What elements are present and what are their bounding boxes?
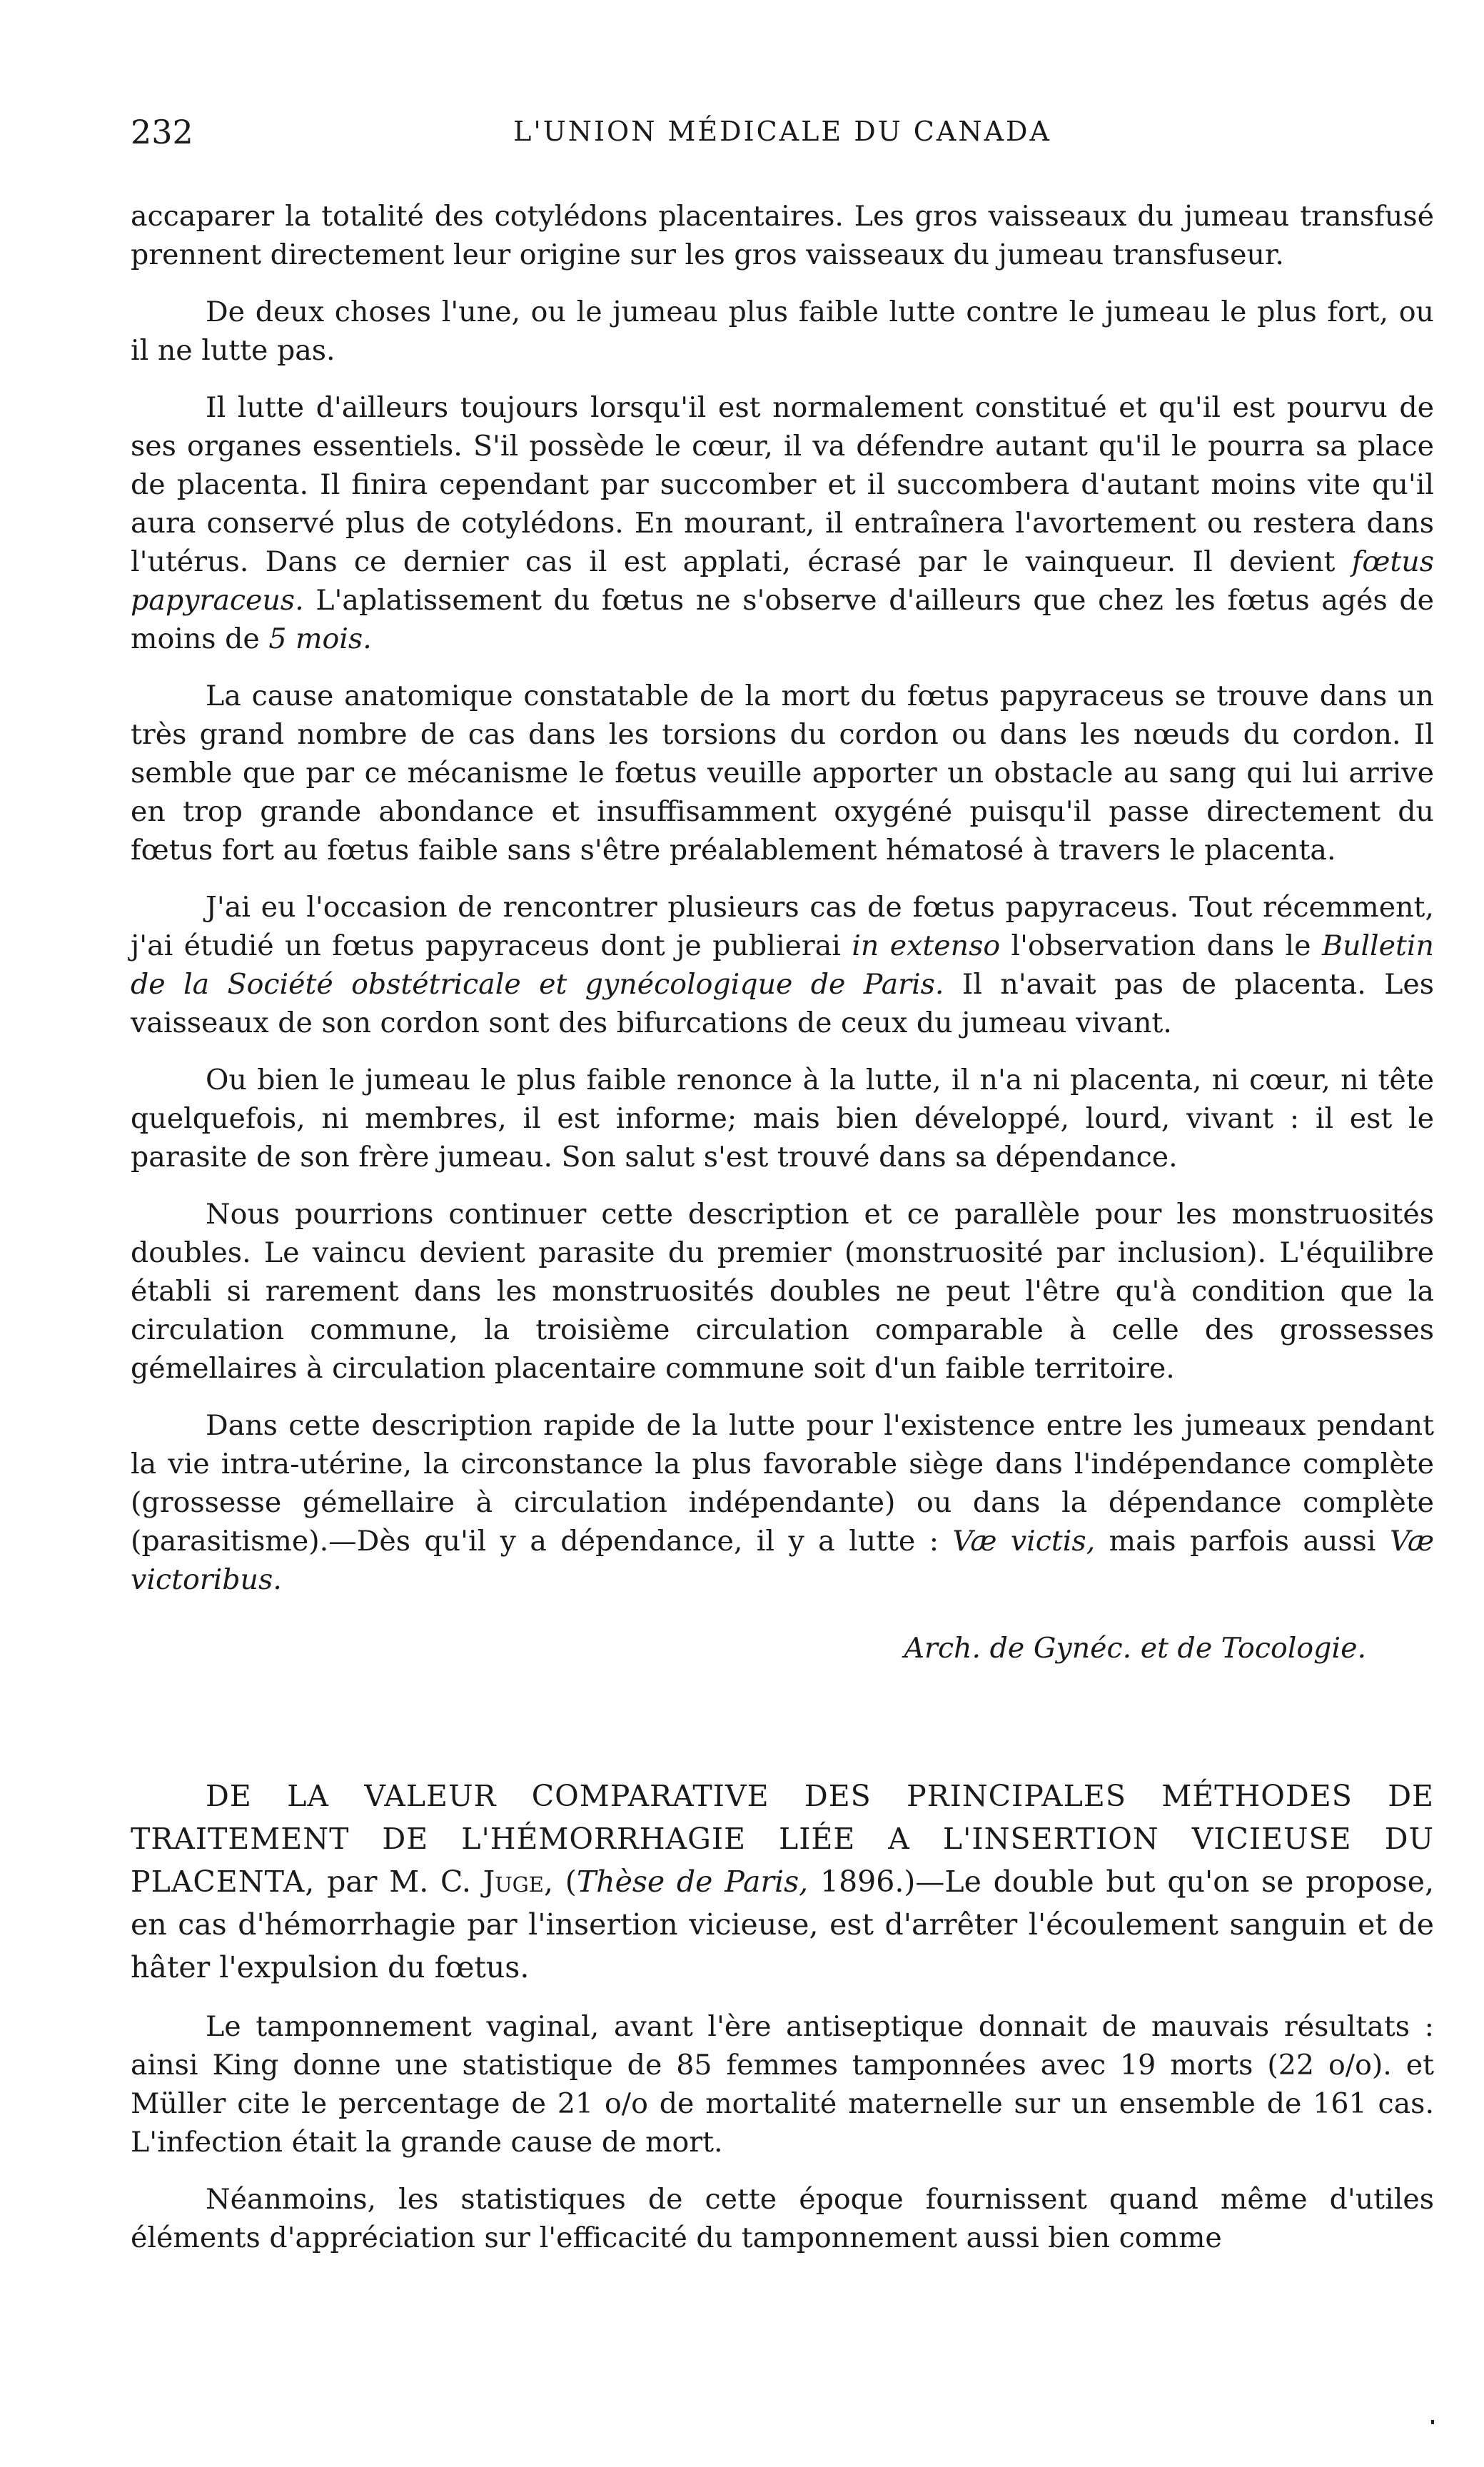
article-author: Juge, [483, 1865, 554, 1899]
source-citation: Arch. de Gynéc. et de Tocologie. [904, 1632, 1366, 1665]
paragraph-6: Ou bien le jumeau le plus faible renonce à la lutte, il n'a ni placenta, ni cœur, ni tête quelquefois, ni membres, il est informe; mais bien développé, lourd, vivant : il est le parasite de son frère jumeau. Son salut s'est trouvé dans sa dépendance. [131, 1064, 1434, 1174]
paragraph-3 [131, 388, 1434, 658]
running-title: L'UNION MÉDICALE DU CANADA [513, 116, 1051, 147]
paragraph-3-italic-1: fœtus papyraceus. [131, 545, 1434, 617]
margin-mark [1431, 2420, 1434, 2424]
body-text [131, 197, 1434, 2276]
paragraph-5-text-c: Il n'avait pas de placenta. Les vaisseaux de son cordon sont des bifurcations de ceux du jumeau vivant. [131, 968, 1434, 1039]
article-title-caps: DE LA VALEUR COMPARATIVE DES PRINCIPALES MÉTHODES DE TRAITEMENT DE L'HÉMORRHAGIE LIÉE A L'INSERTION VICIEUSE DU PLACENTA, [131, 1779, 1434, 1899]
article-thesis-year: 1896.) [808, 1865, 916, 1899]
paragraph-5-text-a: J'ai eu l'occasion de rencontrer plusieurs cas de fœtus papyraceus. Tout récemment, j'ai étudié un fœtus papyraceus dont je publierai [131, 891, 1434, 962]
article-thesis: Thèse de Paris, [576, 1865, 809, 1899]
paragraph-7: Nous pourrions continuer cette description et ce parallèle pour les monstruosités doubles. Le vaincu devient parasite du premier (monstruosité par inclusion). L'équilibre établi si rarement dans les monstruosités doubles ne peut l'être qu'à condition que la circulation commune, la troisième circulation comparable à celle des grossesses gémellaires à circulation placentaire commune soit d'un faible territoire. [131, 1198, 1434, 1385]
paragraph-5-text-b: l'observation dans le [1000, 929, 1322, 962]
article-title [131, 1775, 1434, 1989]
paragraph-3-text-b: L'aplatissement du fœtus ne s'observe d'ailleurs que chez les fœtus agés de moins de [131, 584, 1434, 655]
paragraph-9: Le tamponnement vaginal, avant l'ère antiseptique donnait de mauvais résultats : ainsi King donne une statistique de 85 femmes tamponnées avec 19 morts (22 o/o). et Müller cite le percentage de 21 o/o de mortalité maternelle sur un ensemble de 161 cas. L'infection était la grande cause de mort. [131, 2010, 1434, 2159]
paragraph-3-text-a: Il lutte d'ailleurs toujours lorsqu'il est normalement constitué et qu'il est pourvu de ses organes essentiels. S'il possède le cœur, il va défendre autant qu'il le pourra sa place de placenta. Il finira cependant par succomber et il succombera d'autant moins vite qu'il aura conservé plus de cotylédons. En mourant, il entraînera l'avortement ou restera dans l'utérus. Dans ce dernier cas il est applati, écrasé par le vainqueur. Il devient [131, 391, 1434, 578]
paragraph-10: Néanmoins, les statistiques de cette époque fournissent quand même d'utiles éléments d'appréciation sur l'efficacité du tamponnement aussi bien comme [131, 2183, 1434, 2254]
paragraph-5-italic-1: in extenso [852, 929, 1001, 962]
page-header [131, 113, 1434, 156]
paragraph-4: La cause anatomique constatable de la mort du fœtus papyraceus se trouve dans un très grand nombre de cas dans les torsions du cordon ou dans les nœuds du cordon. Il semble que par ce mécanisme le fœtus veuille apporter un obstacle au sang qui lui arrive en trop grande abondance et insuffisamment oxygéné puisqu'il passe directement du fœtus fort au fœtus faible sans s'être préalablement hématosé à travers le placenta. [131, 680, 1434, 867]
paragraph-8-text-a: Dans cette description rapide de la lutte pour l'existence entre les jumeaux pendant la vie intra-utérine, la circonstance la plus favorable siège dans l'indépendance complète (grossesse gémellaire à circulation indépendante) ou dans la dépendance complète (parasitisme).—Dès qu'il y a dépendance, il y a lutte : [131, 1409, 1434, 1558]
paragraph-5-italic-2: Bulletin de la Société obstétricale et gynécologique de Paris. [131, 929, 1434, 1001]
paragraph-8-italic-1: Væ victis, [952, 1525, 1096, 1558]
page-number: 232 [131, 113, 193, 151]
paragraph-8 [131, 1406, 1434, 1599]
article-title-by: par M. C. [315, 1865, 483, 1899]
article-title-rest: —Le double but qu'on se propose, en cas d'hémorrhagie par l'insertion vicieuse, est d'arrêter l'écoulement sanguin et de hâter l'expulsion du fœtus. [131, 1865, 1435, 1984]
paragraph-8-italic-2: Væ victoribus. [131, 1525, 1434, 1596]
paragraph-8-text-b: mais parfois aussi [1095, 1525, 1390, 1558]
article-thesis-open: ( [553, 1865, 577, 1899]
paragraph-5 [131, 888, 1434, 1042]
paragraph-1: accaparer la totalité des cotylédons placentaires. Les gros vaisseaux du jumeau transfusé prennent directement leur origine sur les gros vaisseaux du jumeau transfuseur. [131, 200, 1434, 271]
paragraph-3-italic-2: 5 mois. [268, 622, 372, 655]
paragraph-2: De deux choses l'une, ou le jumeau plus faible lutte contre le jumeau le plus fort, ou il ne lutte pas. [131, 296, 1434, 367]
